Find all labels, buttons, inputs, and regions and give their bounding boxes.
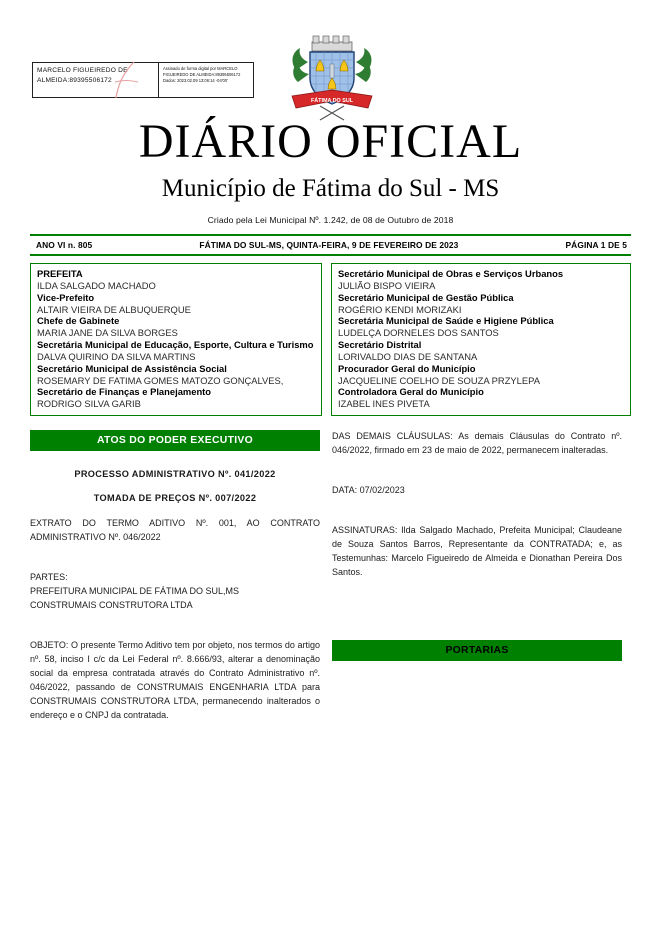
signature-detail-line2: FIGUEIREDO DE ALMEIDA:89395506172 <box>163 72 241 78</box>
official-name: LUDELÇA DORNELES DOS SANTOS <box>338 327 499 339</box>
svg-text:FÁTIMA DO SUL: FÁTIMA DO SUL <box>310 98 354 104</box>
page-title: DIÁRIO OFICIAL <box>138 115 523 168</box>
contract-extract-text: EXTRATO DO TERMO ADITIVO Nº. 001, AO CONTRATO ADMINISTRATIVO Nº. 046/2022 <box>30 518 320 543</box>
remaining-clauses-text: DAS DEMAIS CLÁUSULAS: As demais Cláusulas do Contrato nº. 046/2022, firmado em 23 de maio de 2022, permanecem inalteradas. <box>332 431 622 456</box>
official-name: ILDA SALGADO MACHADO <box>37 279 156 291</box>
official-role: Chefe de Gabinete <box>37 315 120 327</box>
signature-detail-line1: Assinado de forma digital por MARCELO <box>163 66 238 71</box>
creation-law-note: Criado pela Lei Municipal Nº. 1.242, de 08 de Outubro de 2018 <box>207 215 454 225</box>
official-role: Secretário Municipal de Assistência Social <box>37 362 227 374</box>
official-role: Secretária Municipal de Saúde e Higiene Pública <box>338 315 554 327</box>
signatures-text: ASSINATURAS: Ilda Salgado Machado, Prefeita Municipal; Claudeane de Souza Santos Barros, Representante da CONTRATADA; e, as Testemunhas: Marcelo Figueiredo de Almeida e Dionathan Pereira Dos Santos. <box>332 524 622 577</box>
official-name: RODRIGO SILVA GARIB <box>37 398 141 410</box>
bidding-heading: TOMADA DE PREÇOS Nº. 007/2022 <box>93 493 257 504</box>
official-name: ALTAIR VIEIRA DE ALBUQUERQUE <box>37 303 191 315</box>
officials-box-right <box>331 263 631 416</box>
municipality-subtitle: Município de Fátima do Sul - MS <box>161 175 500 202</box>
official-role: Controladora Geral do Município <box>338 386 484 398</box>
official-name: JACQUELINE COELHO DE SOUZA PRZYLEPA <box>338 374 540 386</box>
section-banner-executive-acts: ATOS DO PODER EXECUTIVO <box>30 430 320 451</box>
signature-signer-line1: MARCELO FIGUEIREDO DE <box>37 67 128 74</box>
page-indicator: PÁGINA 1 DE 5 <box>565 240 627 250</box>
column-left <box>30 430 320 722</box>
official-name: DALVA QUIRINO DA SILVA MARTINS <box>37 350 196 362</box>
official-name: IZABEL INES PIVETA <box>338 398 430 410</box>
official-name: ROGÉRIO KENDI MORIZAKI <box>338 303 462 315</box>
parties-label: PARTES: <box>30 572 68 582</box>
official-name: LORIVALDO DIAS DE SANTANA <box>338 350 478 362</box>
party-contracted: CONSTRUMAIS CONSTRUTORA LTDA <box>30 599 193 610</box>
official-name: JULIÃO BISPO VIEIRA <box>338 279 436 291</box>
official-role: Procurador Geral do Município <box>338 362 476 374</box>
administrative-process-heading: PROCESSO ADMINISTRATIVO Nº. 041/2022 <box>74 469 276 480</box>
issue-number: ANO VI n. 805 <box>36 240 93 250</box>
officials-section <box>30 263 631 416</box>
signature-signer-line2: ALMEIDA:89395506172 <box>37 76 112 84</box>
officials-box-left <box>30 263 322 416</box>
section-banner-portarias: PORTARIAS <box>332 640 622 661</box>
objeto-text: OBJETO: O presente Termo Aditivo tem por objeto, nos termos do artigo nº. 58, inciso I c/c da Lei Federal nº. 8.666/93, alterar a denominação social da empresa contratada através do Contrato Administrativo nº. 046/2022, passando de CONSTRUMAIS ENGENHARIA LTDA para CONSTRUMAIS CONSTRUTORA LTDA, permanecendo inalterados o endereço e o CNPJ da contratada. <box>30 639 320 720</box>
official-name: MARIA JANE DA SILVA BORGES <box>37 327 178 339</box>
signature-signer <box>33 63 158 97</box>
official-role: Secretário de Finanças e Planejamento <box>37 386 212 398</box>
contract-date: DATA: 07/02/2023 <box>332 485 405 495</box>
official-role: Secretária Municipal de Educação, Esporte, Cultura e Turismo <box>37 339 314 351</box>
official-role: Secretário Municipal de Gestão Pública <box>338 291 514 303</box>
issue-place-date: FÁTIMA DO SUL-MS, QUINTA-FEIRA, 9 DE FEVEREIRO DE 2023 <box>199 240 459 250</box>
official-role: Secretário Distrital <box>338 339 422 351</box>
issue-info-bar <box>30 234 631 256</box>
coat-of-arms-icon <box>286 26 378 122</box>
signature-detail-line3: Dados: 2023.02.09 13:06:14 -04'00' <box>163 78 228 84</box>
official-name: ROSEMARY DE FATIMA GOMES MATOZO GONÇALVES, <box>37 374 284 386</box>
digital-signature-stamp <box>32 62 254 98</box>
official-role: PREFEITA <box>37 268 83 279</box>
official-role: Vice-Prefeito <box>37 291 95 303</box>
party-contracting: PREFEITURA MUNICIPAL DE FÁTIMA DO SUL,MS <box>30 585 240 596</box>
column-right <box>332 430 622 722</box>
body-columns <box>30 430 631 722</box>
signature-details <box>159 63 253 97</box>
official-role: Secretário Municipal de Obras e Serviços Urbanos <box>338 268 564 279</box>
